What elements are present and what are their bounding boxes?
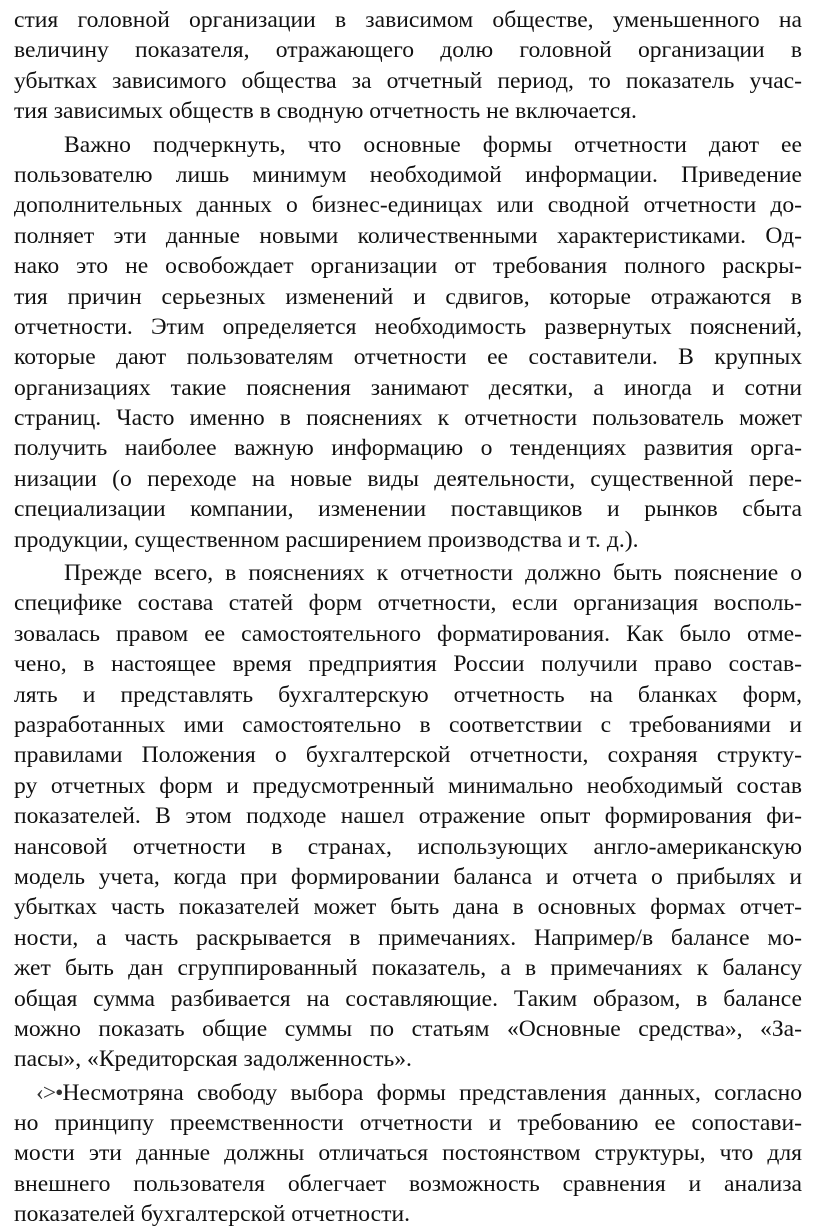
- text-line: отчетности. Этим определяется необходимость развернутых пояснений,: [14, 313, 802, 340]
- text-line: тия зависимых обществ в сводную отчетность не включается.: [14, 98, 637, 125]
- paragraph-2: [14, 130, 802, 555]
- text-line: показателей бухгалтерской отчетности.: [14, 1201, 410, 1228]
- text-line: специализации компании, изменении поставщиков и рынков сбыта: [14, 496, 802, 523]
- text-line: мости эти данные должны отличаться постоянством структуры, что для: [14, 1140, 802, 1167]
- paragraph-1: [14, 5, 802, 127]
- text-line: величину показателя, отражающего долю головной организации в: [14, 37, 802, 64]
- text-line: можно показать общие суммы по статьям «Основные средства», «За-: [14, 1015, 802, 1042]
- text-line: продукции, существенном расширением производства и т. д.).: [14, 526, 639, 553]
- text-line: дополнительных данных о бизнес-единицах или сводной отчетности до-: [14, 192, 802, 219]
- text-line: ру отчетных форм и предусмотренный минимально необходимый состав: [14, 772, 802, 799]
- text-line: правилами Положения о бухгалтерской отчетности, сохраняя структу-: [14, 742, 802, 769]
- text-line-body: Несмотряна свободу выбора формы представления данных, согласно: [62, 1079, 802, 1106]
- text-line: страниц. Часто именно в пояснениях к отчетности пользователь может: [14, 405, 802, 432]
- text-line: нансовой отчетности в странах, использующих англо-американскую: [14, 833, 802, 860]
- text-line: чено, в настоящее время предприятия России получили право состав-: [14, 651, 802, 678]
- text-line: которые дают пользователям отчетности ее составители. В крупных: [14, 344, 802, 371]
- text-line: Важно подчеркнуть, что основные формы отчетности дают ее: [64, 131, 802, 158]
- text-line: показателей. В этом подходе нашел отражение опыт формирования фи-: [14, 803, 802, 830]
- text-line: пасы», «Кредиторская задолженность».: [14, 1046, 412, 1073]
- paragraph-4: [14, 1078, 802, 1230]
- text-line: модель учета, когда при формировании баланса и отчета о прибылях и: [14, 863, 802, 890]
- text-line: но принципу преемственности отчетности и требованию ее сопостави-: [14, 1110, 802, 1137]
- scan-artifact-mark: ‹>•: [36, 1079, 63, 1106]
- text-line: полняет эти данные новыми количественными характеристиками. Од-: [14, 222, 802, 249]
- text-line: нако это не освобождает организации от требования полного раскры-: [14, 253, 802, 280]
- page-text: [14, 5, 802, 1230]
- text-line: разработанных ими самостоятельно в соответствии с требованиями и: [14, 711, 802, 738]
- text-line: убытках часть показателей может быть дана в основных формах отчет-: [14, 894, 802, 921]
- text-line: общая сумма разбивается на составляющие. Таким образом, в балансе: [14, 985, 802, 1012]
- text-line: тия причин серьезных изменений и сдвигов, которые отражаются в: [14, 283, 802, 310]
- text-line: жет быть дан сгруппированный показатель, а в примечаниях к балансу: [14, 955, 802, 982]
- text-line: [14, 1078, 802, 1108]
- text-line: стия головной организации в зависимом обществе, уменьшенного на: [14, 7, 802, 33]
- text-line: лять и представлять бухгалтерскую отчетность на бланках форм,: [14, 681, 802, 708]
- text-line: зовалась правом ее самостоятельного форматирования. Как было отме-: [14, 620, 802, 647]
- text-line: организациях такие пояснения занимают десятки, а иногда и сотни: [14, 374, 802, 401]
- text-line: ности, а часть раскрывается в примечаниях. Например/в балансе мо-: [14, 924, 802, 951]
- text-line: низации (о переходе на новые виды деятельности, существенной пере-: [14, 465, 802, 492]
- text-line: специфике состава статей форм отчетности, если организация восполь-: [14, 590, 802, 617]
- text-line: получить наиболее важную информацию о тенденциях развития орга-: [14, 435, 802, 462]
- paragraph-3: [14, 558, 802, 1075]
- text-line: пользователю лишь минимум необходимой информации. Приведение: [14, 161, 802, 188]
- text-line: Прежде всего, в пояснениях к отчетности должно быть пояснение о: [64, 560, 802, 587]
- text-line: внешнего пользователя облегчает возможность сравнения и анализа: [14, 1170, 802, 1197]
- text-line: убытках зависимого общества за отчетный период, то показатель учас-: [14, 67, 802, 94]
